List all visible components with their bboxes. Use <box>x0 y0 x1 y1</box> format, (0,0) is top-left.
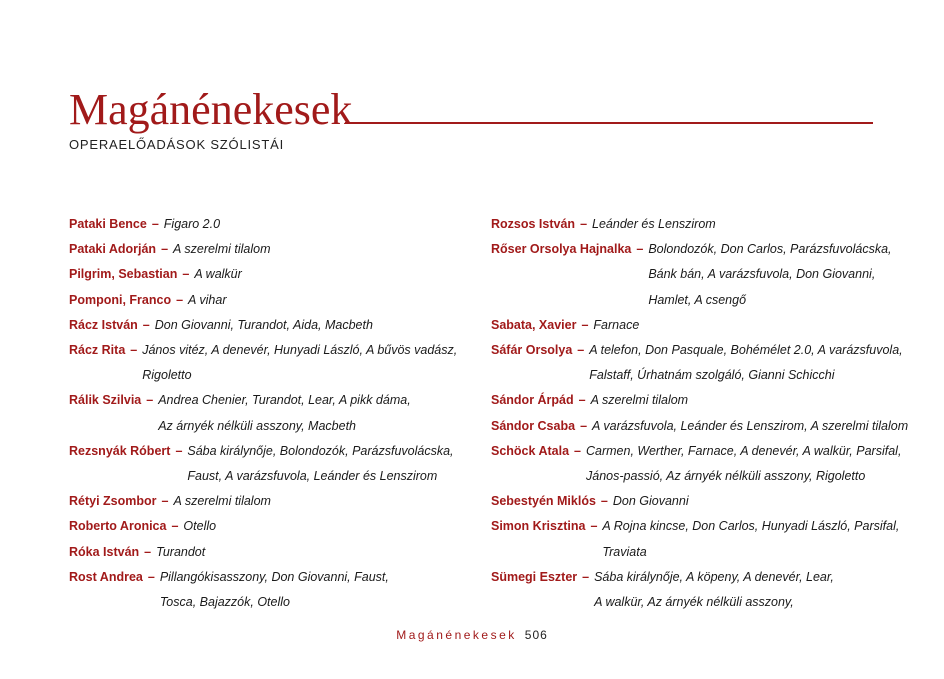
singer-name: Sabata, Xavier <box>491 317 577 332</box>
roles-line: Tosca, Bajazzók, Otello <box>159 595 290 610</box>
name-separator: – <box>176 292 184 307</box>
roles-line: Turandot <box>156 544 206 559</box>
roles-line: A walkür <box>194 267 242 282</box>
singer-name: Sándor Csaba <box>491 418 576 433</box>
page-footer <box>0 628 944 642</box>
name-separator: – <box>580 418 588 433</box>
singer-entry <box>491 338 911 388</box>
left-column <box>69 212 469 615</box>
singer-name: Sebestyén Miklós <box>491 494 596 509</box>
roles-list <box>187 439 453 489</box>
singer-entry <box>491 237 911 313</box>
roles-line: A vihar <box>188 292 227 307</box>
singer-entry <box>491 414 911 439</box>
singer-entry <box>69 388 469 438</box>
roles-line: Rigoletto <box>142 368 192 383</box>
singer-name: Rácz István <box>69 317 138 332</box>
roles-list <box>158 388 410 438</box>
roles-line: János vitéz, A denevér, Hunyadi László, A bűvös vadász, <box>142 343 458 358</box>
name-separator: – <box>161 242 169 257</box>
singer-name: Schöck Atala <box>491 443 570 458</box>
name-separator: – <box>600 494 608 509</box>
name-separator: – <box>151 217 159 231</box>
roles-line: Bánk bán, A varázsfuvola, Don Giovanni, <box>648 267 876 282</box>
singer-entry <box>491 565 911 615</box>
singer-name: Sáfár Orsolya <box>491 343 573 358</box>
singer-name: Rost Andrea <box>69 569 143 584</box>
singer-name: Sándor Árpád <box>491 393 574 408</box>
roles-line: Don Giovanni <box>612 494 689 509</box>
name-separator: – <box>590 519 598 534</box>
roles-list <box>194 262 241 287</box>
roles-list <box>173 237 270 262</box>
roles-line: János-passió, Az árnyék nélküli asszony, Rigoletto <box>586 469 866 484</box>
singer-name: Rozsos István <box>491 217 576 231</box>
roles-list <box>593 313 639 338</box>
name-separator: – <box>574 443 581 458</box>
name-separator: – <box>182 267 190 282</box>
singer-name: Rőser Orsolya Hajnalka <box>491 242 632 257</box>
singer-name: Róka István <box>69 544 140 559</box>
singer-entry <box>69 313 469 338</box>
page-subtitle: OPERAELŐADÁSOK SZÓLISTÁI <box>69 137 284 152</box>
name-separator: – <box>578 393 586 408</box>
singer-entry <box>69 212 469 237</box>
singer-name: Pomponi, Franco <box>69 292 172 307</box>
roles-line: A Rojna kincse, Don Carlos, Hunyadi László, Parsifal, <box>602 519 900 534</box>
roles-line: A varázsfuvola, Leánder és Lenszirom, A szerelmi tilalom <box>592 418 909 433</box>
roles-list <box>592 212 716 237</box>
singer-name: Simon Krisztina <box>491 519 586 534</box>
roles-line: Otello <box>183 519 217 534</box>
roles-line: Carmen, Werther, Farnace, A denevér, A walkür, Parsifal, <box>586 443 902 458</box>
roles-list <box>591 388 688 413</box>
name-separator: – <box>144 544 152 559</box>
roles-line: A szerelmi tilalom <box>590 393 689 408</box>
name-separator: – <box>146 393 154 408</box>
roles-list <box>183 514 216 539</box>
right-column <box>491 212 911 615</box>
singer-name: Pataki Adorján <box>69 242 157 257</box>
roles-line: A szerelmi tilalom <box>173 494 271 509</box>
singer-entry <box>69 338 469 388</box>
name-separator: – <box>636 242 644 257</box>
singer-entry <box>491 212 911 237</box>
singer-name: Roberto Aronica <box>69 519 167 534</box>
singer-entry <box>69 237 469 262</box>
roles-line: Andrea Chenier, Turandot, Lear, A pikk dáma, <box>158 393 411 408</box>
singer-entry <box>491 313 911 338</box>
roles-line: Faust, A varázsfuvola, Leánder és Lenszirom <box>187 469 438 484</box>
roles-line: A szerelmi tilalom <box>173 242 271 257</box>
singer-entry <box>69 540 469 565</box>
roles-list <box>142 338 457 388</box>
singer-entry <box>69 262 469 287</box>
singer-entry <box>491 388 911 413</box>
roles-list <box>589 338 902 388</box>
singer-name: Pataki Bence <box>69 217 147 231</box>
roles-line: Sába királynője, A köpeny, A denevér, Lear, <box>594 569 834 584</box>
singer-entry <box>491 514 911 564</box>
roles-line: Az árnyék nélküli asszony, Macbeth <box>158 418 356 433</box>
roles-list <box>648 237 891 313</box>
singer-entry <box>69 514 469 539</box>
roles-list <box>160 565 389 615</box>
name-separator: – <box>580 217 588 231</box>
roles-line: Traviata <box>602 544 647 559</box>
roles-line: Falstaff, Úrhatnám szolgáló, Gianni Schicchi <box>589 368 835 383</box>
roles-line: Hamlet, A csengő <box>648 292 747 307</box>
name-separator: – <box>142 317 150 332</box>
roles-line: Farnace <box>593 317 640 332</box>
name-separator: – <box>130 343 138 358</box>
roles-list <box>173 489 270 514</box>
singer-name: Rálik Szilvia <box>69 393 142 408</box>
singer-name: Rétyi Zsombor <box>69 494 157 509</box>
roles-line: Don Giovanni, Turandot, Aida, Macbeth <box>154 317 373 332</box>
roles-list <box>156 540 205 565</box>
roles-line: Figaro 2.0 <box>163 217 221 231</box>
roles-line: Bolondozók, Don Carlos, Parázsfuvolácska, <box>648 242 892 257</box>
roles-line: Sába királynője, Bolondozók, Parázsfuvolácska, <box>187 443 454 458</box>
roles-line: A telefon, Don Pasquale, Bohémélet 2.0, A varázsfuvola, <box>589 343 903 358</box>
name-separator: – <box>577 343 585 358</box>
singer-name: Rezsnyák Róbert <box>69 443 171 458</box>
singer-entry <box>491 439 911 489</box>
page-number: 506 <box>524 628 548 642</box>
singer-entry <box>69 439 469 489</box>
roles-line: Pillangókisasszony, Don Giovanni, Faust, <box>159 569 389 584</box>
name-separator: – <box>161 494 169 509</box>
singer-entry <box>69 489 469 514</box>
name-separator: – <box>582 569 590 584</box>
singer-name: Rácz Rita <box>69 343 126 358</box>
name-separator: – <box>147 569 155 584</box>
page-title: Magánénekesek <box>69 85 353 134</box>
roles-line: Leánder és Lenszirom <box>592 217 716 231</box>
singer-entry <box>491 489 911 514</box>
roles-line: A walkür, Az árnyék nélküli asszony, <box>594 595 794 610</box>
title-rule <box>345 122 873 124</box>
roles-list <box>592 414 908 439</box>
roles-list <box>164 212 220 237</box>
roles-list <box>594 565 834 615</box>
singer-name: Pilgrim, Sebastian <box>69 267 178 282</box>
roles-list <box>188 288 226 313</box>
roles-list <box>155 313 373 338</box>
roles-list <box>586 439 901 489</box>
name-separator: – <box>581 317 589 332</box>
footer-section-name: Magánénekesek <box>396 628 517 642</box>
singer-name: Sümegi Eszter <box>491 569 578 584</box>
roles-list <box>613 489 689 514</box>
roles-list <box>602 514 899 564</box>
singer-entry <box>69 288 469 313</box>
name-separator: – <box>175 443 183 458</box>
singer-entry <box>69 565 469 615</box>
name-separator: – <box>171 519 179 534</box>
